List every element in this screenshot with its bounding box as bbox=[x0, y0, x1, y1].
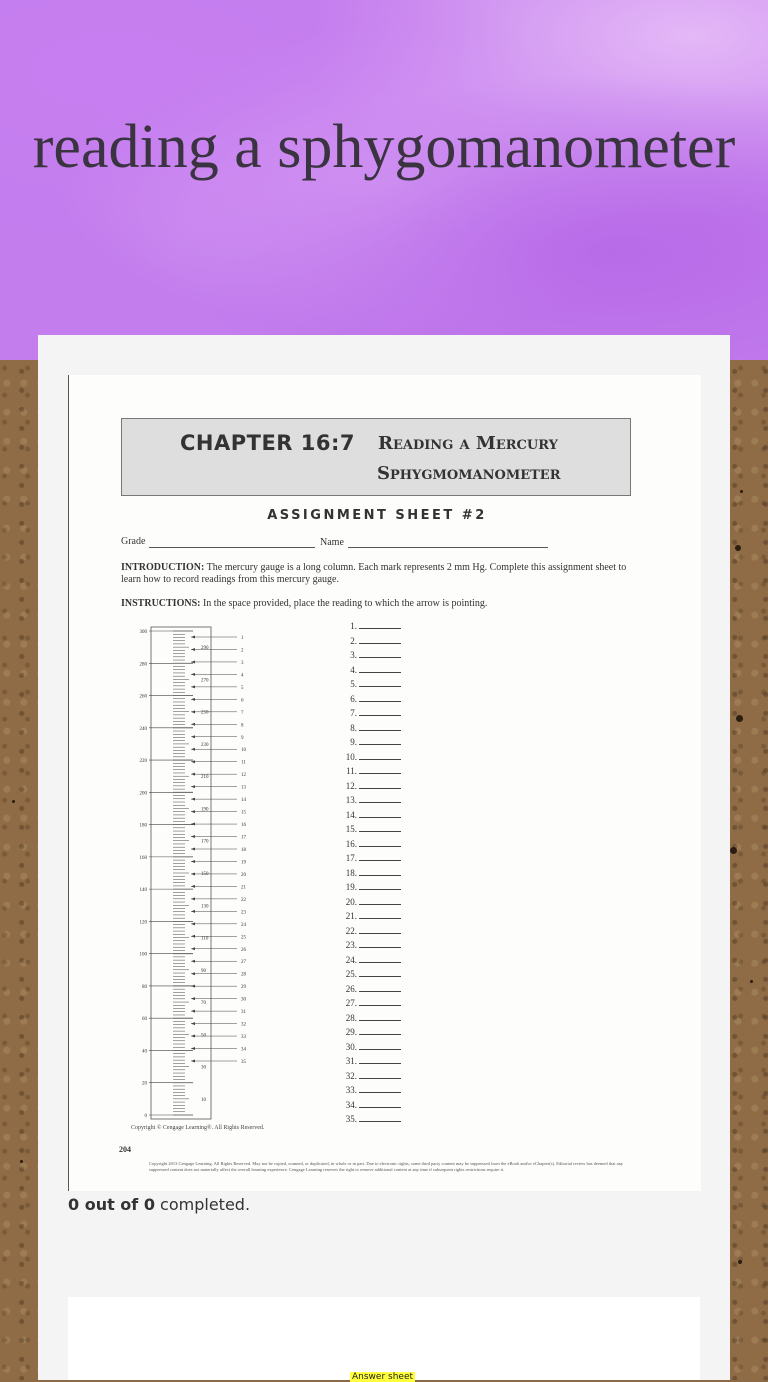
answer-number: 24. bbox=[345, 954, 357, 965]
answer-blank bbox=[359, 882, 401, 890]
answer-row bbox=[339, 781, 401, 791]
gauge-arrowhead bbox=[191, 960, 195, 963]
answer-row bbox=[339, 810, 401, 820]
gauge-arrowhead bbox=[191, 947, 195, 950]
answer-number: 10. bbox=[345, 751, 357, 762]
answer-blank bbox=[359, 1114, 401, 1122]
answer-number: 23. bbox=[345, 940, 357, 950]
answer-number: 22. bbox=[345, 925, 357, 936]
background-speck bbox=[736, 715, 743, 722]
gauge-arrowhead bbox=[191, 910, 195, 913]
background-speck bbox=[730, 847, 737, 854]
answer-number: 3. bbox=[350, 650, 357, 660]
answer-blank bbox=[359, 911, 401, 919]
answer-number: 25. bbox=[345, 969, 357, 979]
answer-blank bbox=[359, 621, 401, 629]
header-banner bbox=[0, 0, 768, 360]
answer-number: 28. bbox=[345, 1012, 357, 1023]
fine-print: Copyright 2013 Cengage Learning. All Rights Reserved. May not be copied, scanned, or duplicated, in whole or in part. Due to electronic rights, some third party content may be suppressed from the eBook and/or eChapter(s). Editorial review has deemed that any suppressed content does not materially affect the overall learning experience. Cengage Learning reserves the right to remove additional content at any time if subsequent rights restrictions require it. bbox=[149, 1161, 624, 1172]
answer-row bbox=[339, 1042, 401, 1052]
gauge-left-label: 0 bbox=[144, 1114, 147, 1119]
gauge-arrowhead bbox=[191, 1022, 195, 1025]
gauge-arrowhead bbox=[191, 773, 195, 776]
gauge-arrowhead bbox=[191, 935, 195, 938]
gauge-arrow-number: 26 bbox=[241, 947, 246, 953]
chapter-number: CHAPTER 16:7 bbox=[180, 431, 356, 455]
answer-row bbox=[339, 824, 401, 834]
gauge-mid-label: 30 bbox=[201, 1065, 206, 1071]
gauge-arrowhead bbox=[191, 735, 195, 738]
gauge-mid-label: 130 bbox=[201, 904, 209, 910]
answer-blank bbox=[359, 665, 401, 673]
answer-number: 33. bbox=[345, 1085, 357, 1095]
answer-blank bbox=[359, 1027, 401, 1035]
gauge-arrow-number: 16 bbox=[241, 823, 246, 829]
page-title bbox=[0, 112, 768, 182]
answer-number: 32. bbox=[345, 1070, 357, 1081]
chapter-title-line1: Reading a Mercury bbox=[378, 433, 558, 454]
gauge-arrowhead bbox=[191, 985, 195, 988]
gauge-left-label: 20 bbox=[142, 1081, 147, 1087]
gauge-arrow-number: 21 bbox=[241, 885, 246, 891]
gauge-arrow-number: 35 bbox=[241, 1060, 246, 1065]
answer-number: 9. bbox=[350, 737, 357, 747]
answer-blank bbox=[359, 969, 401, 977]
gauge-left-label: 120 bbox=[139, 920, 147, 926]
answer-row bbox=[339, 1071, 401, 1081]
background-speck bbox=[740, 490, 743, 493]
gauge-arrowhead bbox=[191, 636, 195, 639]
gauge-arrowhead bbox=[191, 760, 195, 763]
gauge-arrowhead bbox=[191, 748, 195, 751]
background-speck bbox=[735, 545, 741, 551]
gauge-arrowhead bbox=[191, 810, 195, 813]
gauge-left-label: 220 bbox=[139, 759, 147, 765]
gauge-arrowhead bbox=[191, 648, 195, 651]
answer-row bbox=[339, 955, 401, 965]
answer-row bbox=[339, 636, 401, 646]
gauge-mid-label: 10 bbox=[201, 1097, 206, 1103]
gauge-arrow-number: 20 bbox=[241, 872, 246, 878]
worksheet-image bbox=[68, 375, 701, 1191]
chapter-title-line2: Sphygmomanometer bbox=[377, 463, 561, 484]
grade-label: Grade bbox=[121, 536, 146, 547]
instructions-text: In the space provided, place the reading to which the arrow is pointing. bbox=[202, 598, 488, 609]
gauge-arrow-number: 25 bbox=[241, 935, 246, 941]
gauge-left-label: 140 bbox=[139, 888, 147, 894]
gauge-arrowhead bbox=[191, 860, 195, 863]
instructions bbox=[121, 598, 633, 610]
answer-number: 35. bbox=[345, 1114, 357, 1124]
answer-number: 20. bbox=[345, 896, 357, 907]
chapter-banner bbox=[121, 418, 631, 496]
assignment-heading: ASSIGNMENT SHEET #2 bbox=[267, 508, 487, 523]
introduction bbox=[121, 562, 633, 586]
gauge-left-label: 300 bbox=[139, 630, 147, 635]
gauge-arrow-number: 7 bbox=[241, 710, 244, 716]
answer-blank bbox=[359, 955, 401, 963]
answer-row bbox=[339, 665, 401, 675]
gauge-mid-label: 210 bbox=[201, 775, 209, 781]
answer-number: 18. bbox=[345, 867, 357, 878]
answer-row bbox=[339, 650, 401, 660]
gauge-arrowhead bbox=[191, 1035, 195, 1038]
answer-row bbox=[339, 853, 401, 863]
gauge-arrow-number: 22 bbox=[241, 897, 246, 903]
answer-number: 11. bbox=[346, 766, 357, 776]
answer-sheet-box bbox=[68, 1297, 700, 1380]
gauge-arrowhead bbox=[191, 1010, 195, 1013]
background-speck bbox=[750, 980, 753, 983]
answer-blank bbox=[359, 781, 401, 789]
completion-status bbox=[68, 1195, 250, 1214]
completion-suffix: completed. bbox=[154, 1195, 251, 1214]
gauge-arrowhead bbox=[191, 1047, 195, 1050]
answer-row bbox=[339, 752, 401, 762]
gauge-left-label: 60 bbox=[142, 1017, 147, 1023]
gauge-arrow-number: 3 bbox=[241, 660, 244, 666]
gauge-arrowhead bbox=[191, 885, 195, 888]
answer-number: 13. bbox=[345, 795, 357, 805]
gauge-arrowhead bbox=[191, 997, 195, 1000]
answer-number: 6. bbox=[350, 693, 357, 704]
intro-text: The mercury gauge is a long column. Each mark represents 2 mm Hg. Complete this assignment sheet to learn how to record readings from this mercury gauge. bbox=[121, 562, 627, 585]
answer-row bbox=[339, 766, 401, 776]
background-speck bbox=[20, 1160, 23, 1163]
gauge-left-label: 180 bbox=[139, 823, 147, 829]
answer-row bbox=[339, 882, 401, 892]
gauge-arrowhead bbox=[191, 1060, 195, 1063]
answer-blank bbox=[359, 1071, 401, 1079]
intro-label: INTRODUCTION: bbox=[121, 562, 205, 573]
answer-blank bbox=[359, 752, 401, 760]
name-label: Name bbox=[320, 537, 344, 548]
gauge-arrowhead bbox=[191, 848, 195, 851]
gauge-arrow-number: 18 bbox=[241, 848, 246, 853]
gauge-arrow-number: 2 bbox=[241, 648, 244, 654]
answer-row bbox=[339, 1056, 401, 1066]
answer-blank bbox=[359, 636, 401, 644]
answer-row bbox=[339, 897, 401, 907]
gauge-arrow-number: 1 bbox=[241, 636, 244, 641]
gauge-arrowhead bbox=[191, 872, 195, 875]
gauge-mid-label: 290 bbox=[201, 646, 209, 652]
gauge-left-label: 200 bbox=[139, 791, 147, 797]
gauge-arrow-number: 34 bbox=[241, 1047, 246, 1053]
gauge-arrow-number: 28 bbox=[241, 972, 246, 978]
answer-blank bbox=[359, 795, 401, 803]
gauge-arrow-number: 14 bbox=[241, 798, 246, 804]
answer-row bbox=[339, 868, 401, 878]
gauge-mid-label: 50 bbox=[201, 1033, 206, 1039]
answer-row bbox=[339, 984, 401, 994]
answer-blank bbox=[359, 1056, 401, 1064]
answer-blank bbox=[359, 1042, 401, 1050]
gauge-mid-label: 230 bbox=[201, 742, 209, 748]
content-card bbox=[38, 335, 730, 1380]
gauge-arrowhead bbox=[191, 685, 195, 688]
answer-number: 4. bbox=[350, 664, 357, 675]
gauge-arrowhead bbox=[191, 823, 195, 826]
gauge-arrow-number: 12 bbox=[241, 773, 246, 779]
answer-blank bbox=[359, 694, 401, 702]
background-speck bbox=[738, 1260, 742, 1264]
answer-blank bbox=[359, 766, 401, 774]
gauge-arrow-number: 32 bbox=[241, 1022, 246, 1028]
answer-blank bbox=[359, 998, 401, 1006]
answer-blank bbox=[359, 810, 401, 818]
answer-row bbox=[339, 795, 401, 805]
gauge-mid-label: 150 bbox=[201, 872, 209, 877]
answer-blank bbox=[359, 824, 401, 832]
background-speck bbox=[12, 800, 15, 803]
answer-row bbox=[339, 1114, 401, 1124]
gauge-arrow-number: 29 bbox=[241, 985, 246, 991]
gauge-arrowhead bbox=[191, 922, 195, 925]
answer-blank bbox=[359, 984, 401, 992]
answer-row bbox=[339, 621, 401, 631]
gauge-arrow-number: 9 bbox=[241, 735, 244, 741]
answer-blank bbox=[359, 679, 401, 687]
gauge-arrow-number: 24 bbox=[241, 922, 246, 928]
answer-row bbox=[339, 1100, 401, 1110]
gauge-arrow-number: 6 bbox=[241, 698, 244, 704]
gauge-arrow-number: 23 bbox=[241, 910, 246, 916]
gauge-arrow-number: 27 bbox=[241, 960, 246, 966]
answer-row bbox=[339, 911, 401, 921]
answer-number: 30. bbox=[345, 1041, 357, 1052]
answer-number: 21. bbox=[345, 911, 357, 921]
gauge-arrowhead bbox=[191, 673, 195, 676]
answer-number: 29. bbox=[345, 1027, 357, 1037]
answer-number: 8. bbox=[350, 722, 357, 733]
gauge-arrowhead bbox=[191, 698, 195, 701]
answer-blank bbox=[359, 708, 401, 716]
answer-row bbox=[339, 1013, 401, 1023]
gauge-arrow-number: 4 bbox=[241, 673, 244, 679]
answer-blank bbox=[359, 839, 401, 847]
answer-row bbox=[339, 679, 401, 689]
answer-blank bbox=[359, 897, 401, 905]
answer-blank bbox=[359, 723, 401, 731]
gauge-mid-label: 170 bbox=[201, 839, 209, 845]
completion-count: 0 out of 0 bbox=[68, 1195, 155, 1214]
name-line bbox=[348, 547, 548, 548]
gauge-arrowhead bbox=[191, 785, 195, 788]
gauge-arrow-number: 31 bbox=[241, 1010, 246, 1016]
answer-number: 16. bbox=[345, 838, 357, 849]
answer-blank bbox=[359, 926, 401, 934]
gauge-left-label: 80 bbox=[142, 984, 147, 990]
answer-row bbox=[339, 737, 401, 747]
answer-number: 12. bbox=[345, 780, 357, 791]
answer-number: 17. bbox=[345, 853, 357, 863]
gauge-mid-label: 270 bbox=[201, 678, 209, 684]
answer-number: 27. bbox=[345, 998, 357, 1008]
answer-number: 15. bbox=[345, 824, 357, 834]
answer-blank bbox=[359, 650, 401, 658]
gauge-arrow-number: 10 bbox=[241, 748, 246, 754]
answer-blank bbox=[359, 1085, 401, 1093]
gauge-left-label: 40 bbox=[142, 1049, 147, 1055]
answer-blank bbox=[359, 853, 401, 861]
answer-row bbox=[339, 969, 401, 979]
gauge-arrowhead bbox=[191, 835, 195, 838]
gauge-arrow-number: 8 bbox=[241, 723, 244, 729]
answer-row bbox=[339, 694, 401, 704]
page-title-text: reading a sphygomanometer bbox=[32, 113, 736, 181]
gauge-arrow-number: 15 bbox=[241, 810, 246, 816]
mercury-gauge-diagram bbox=[129, 623, 289, 1123]
answer-number: 19. bbox=[345, 882, 357, 892]
answer-row bbox=[339, 998, 401, 1008]
answer-number: 14. bbox=[345, 809, 357, 820]
gauge-left-label: 240 bbox=[139, 726, 147, 732]
instructions-label: INSTRUCTIONS: bbox=[121, 598, 201, 609]
answer-sheet-link[interactable]: Answer sheet bbox=[352, 1372, 414, 1382]
answer-row bbox=[339, 708, 401, 718]
gauge-arrowhead bbox=[191, 972, 195, 975]
grade-line bbox=[149, 547, 315, 548]
answer-number: 5. bbox=[350, 679, 357, 689]
answer-row bbox=[339, 926, 401, 936]
gauge-arrow-number: 19 bbox=[241, 860, 246, 866]
answer-blank bbox=[359, 1100, 401, 1108]
gauge-arrow-number: 30 bbox=[241, 997, 246, 1003]
answer-row bbox=[339, 1085, 401, 1095]
gauge-left-label: 160 bbox=[139, 855, 147, 861]
gauge-mid-label: 190 bbox=[201, 807, 209, 813]
worksheet-copyright: Copyright © Cengage Learning®. All Rights Reserved. bbox=[131, 1125, 265, 1131]
gauge-left-label: 280 bbox=[139, 662, 147, 668]
gauge-mid-label: 90 bbox=[201, 968, 206, 974]
gauge-arrow-number: 33 bbox=[241, 1035, 246, 1041]
gauge-mid-label: 250 bbox=[201, 710, 209, 716]
gauge-arrowhead bbox=[191, 897, 195, 900]
answer-number: 34. bbox=[345, 1099, 357, 1110]
answer-row bbox=[339, 1027, 401, 1037]
answer-number: 7. bbox=[350, 708, 357, 718]
answer-blank bbox=[359, 1013, 401, 1021]
gauge-left-label: 260 bbox=[139, 694, 147, 700]
gauge-mid-label: 70 bbox=[201, 1001, 206, 1007]
gauge-arrow-number: 5 bbox=[241, 685, 244, 691]
answer-row bbox=[339, 839, 401, 849]
answer-blank bbox=[359, 940, 401, 948]
gauge-arrowhead bbox=[191, 723, 195, 726]
answer-row bbox=[339, 723, 401, 733]
answer-row bbox=[339, 940, 401, 950]
answer-number: 1. bbox=[350, 621, 357, 631]
gauge-arrowhead bbox=[191, 798, 195, 801]
gauge-left-label: 100 bbox=[139, 952, 147, 958]
gauge-arrow-number: 17 bbox=[241, 835, 246, 841]
gauge-arrow-number: 11 bbox=[241, 760, 246, 766]
gauge-arrowhead bbox=[191, 710, 195, 713]
answer-number: 31. bbox=[345, 1056, 357, 1066]
gauge-mid-label: 110 bbox=[201, 936, 209, 942]
answer-blank bbox=[359, 737, 401, 745]
page-number: 204 bbox=[119, 1145, 131, 1154]
answer-blank bbox=[359, 868, 401, 876]
gauge-arrow-number: 13 bbox=[241, 785, 246, 791]
answer-number: 26. bbox=[345, 983, 357, 994]
answer-number: 2. bbox=[350, 635, 357, 646]
